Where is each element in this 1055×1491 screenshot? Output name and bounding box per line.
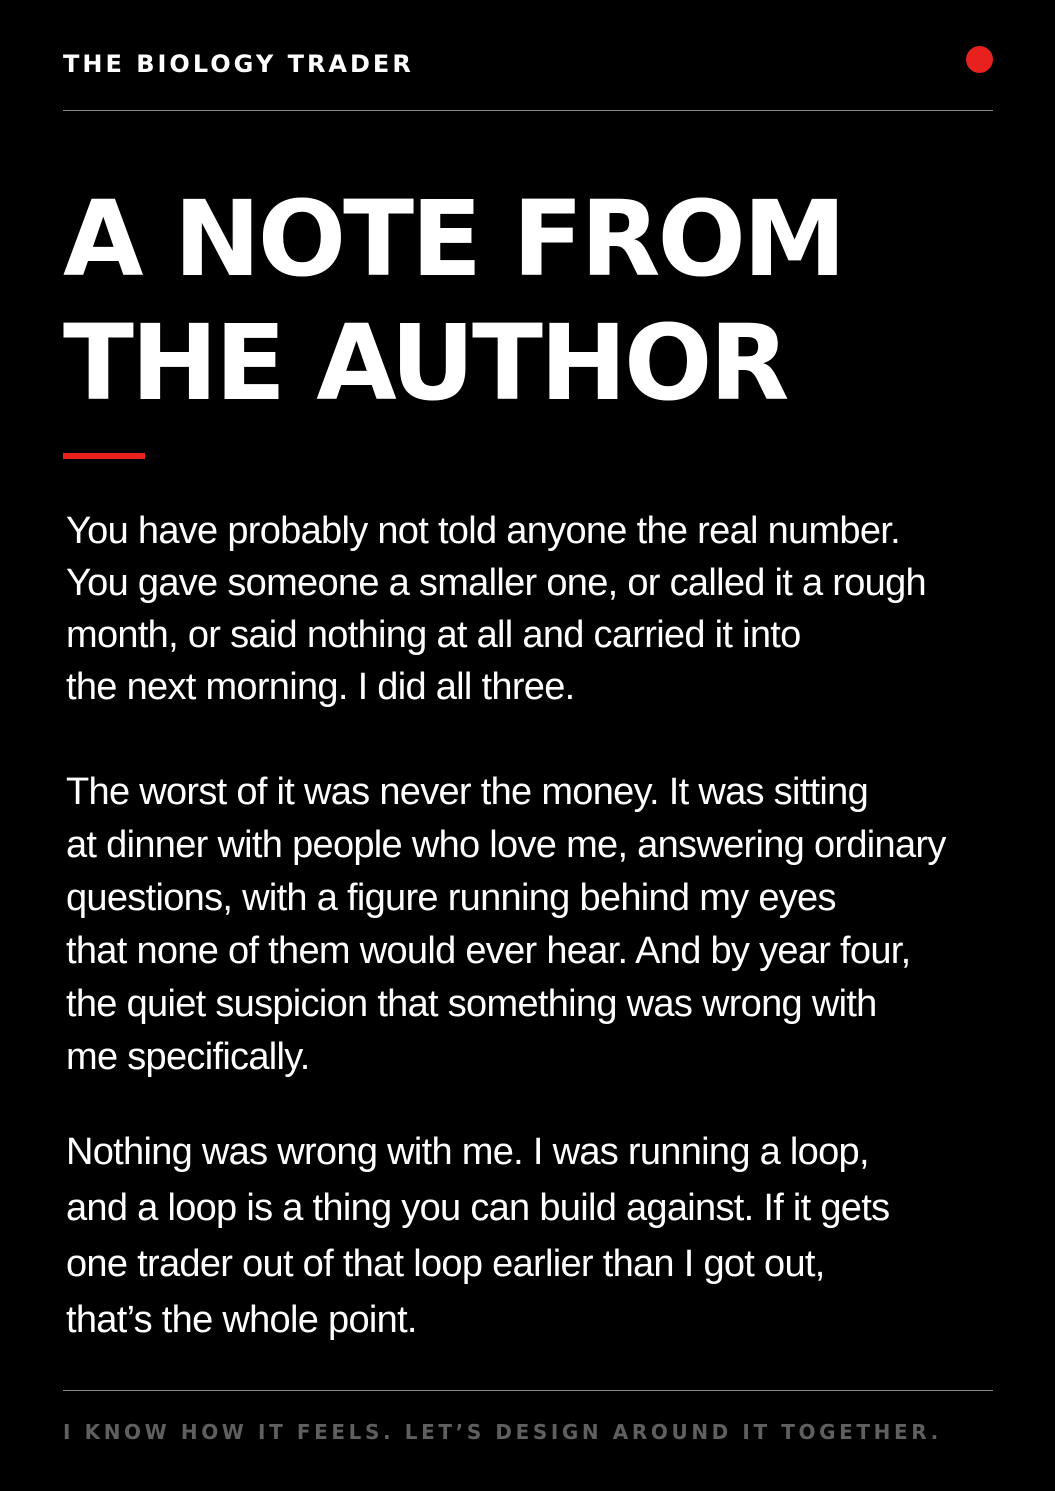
- paragraph-line: Nothing was wrong with me. I was running a loop,: [66, 1131, 869, 1173]
- brand-name: THE BIOLOGY TRADER: [63, 50, 414, 78]
- paragraph-line: at dinner with people who love me, answering ordinary: [66, 824, 946, 866]
- footer-tagline: I KNOW HOW IT FEELS. LET’S DESIGN AROUND IT TOGETHER.: [63, 1420, 942, 1444]
- paragraph-line: that none of them would ever hear. And by year four,: [66, 930, 911, 972]
- paragraph-line: You gave someone a smaller one, or called it a rough: [66, 562, 926, 604]
- paragraph-line: month, or said nothing at all and carried it into: [66, 614, 801, 656]
- status-dot: [966, 46, 993, 73]
- paragraph-line: me specifically.: [66, 1036, 310, 1078]
- paragraph-line: the next morning. I did all three.: [66, 666, 575, 708]
- paragraph-line: The worst of it was never the money. It was sitting: [66, 771, 869, 813]
- top-divider: [63, 110, 993, 111]
- paragraph-line: You have probably not told anyone the real number.: [66, 510, 901, 552]
- title-line-2: THE AUTHOR: [63, 302, 787, 424]
- paragraph-line: one trader out of that loop earlier than I got out,: [66, 1243, 825, 1285]
- paragraph-line: that’s the whole point.: [66, 1299, 417, 1341]
- bottom-divider: [63, 1390, 993, 1391]
- title-line-1: A NOTE FROM: [63, 178, 844, 300]
- page-title: [63, 177, 843, 425]
- paragraph-3: [66, 1124, 889, 1348]
- paragraph-2: [66, 766, 946, 1084]
- accent-bar: [63, 453, 145, 459]
- paragraph-line: and a loop is a thing you can build against. If it gets: [66, 1187, 890, 1229]
- paragraph-line: questions, with a figure running behind my eyes: [66, 877, 836, 919]
- paragraph-1: [66, 505, 926, 713]
- paragraph-line: the quiet suspicion that something was wrong with: [66, 983, 877, 1025]
